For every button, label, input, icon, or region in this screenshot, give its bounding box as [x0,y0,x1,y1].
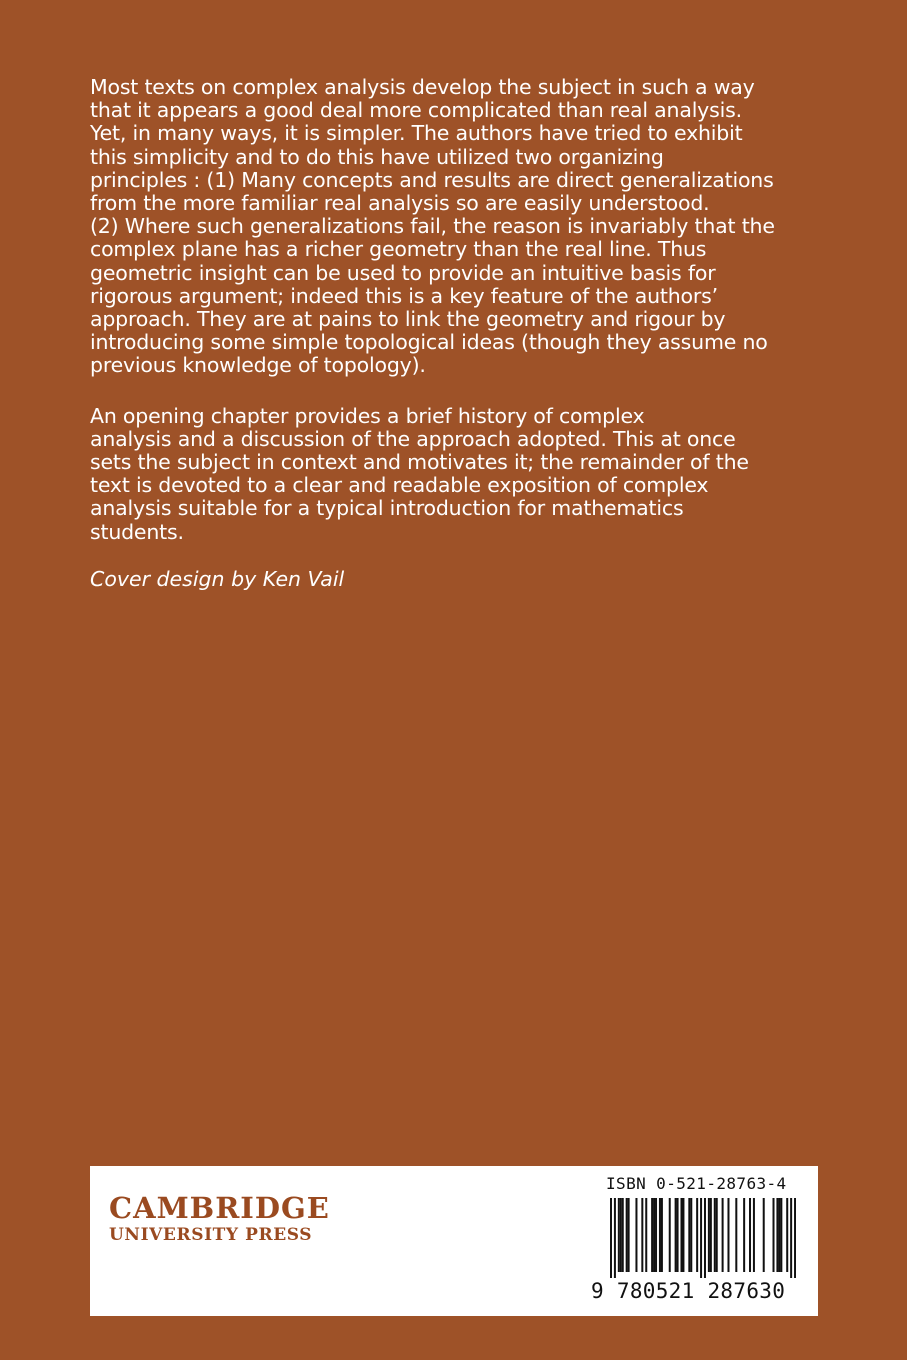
barcode-bar [716,1198,718,1272]
barcode-bar [710,1198,712,1272]
barcode-bar [614,1198,616,1278]
barcode-digits: 9 780521 287630 [591,1279,786,1303]
publisher-name: CAMBRIDGE [109,1191,330,1225]
barcode-bar [661,1198,663,1272]
barcode-bar [773,1198,775,1272]
barcode-bar [682,1198,684,1272]
barcode-bar [786,1198,788,1272]
barcode-bar [688,1198,690,1272]
barcode-bar [622,1198,624,1272]
blurb-paragraph-2: An opening chapter provides a brief history of complex analysis and a discussion of the approach adopted. This at once sets the subject in context and motivates it; the remainder of the text is devoted to a clear and readable exposition of complex analysis suitable for a typical introduction for mathematics students. [90,403,749,544]
barcode-bar [651,1198,653,1272]
barcode-bar [635,1198,637,1272]
barcode-bar [690,1198,692,1272]
barcode-bar [749,1198,751,1272]
barcode-bar [653,1198,655,1272]
blurb-paragraph-1: Most texts on complex analysis develop the subject in such a way that it appears a good deal more complicated than real analysis. Yet, in many ways, it is simpler. The authors have tried to exhibit this simplicity and to do this have utilized two organizing principles : (1) Many concepts and results are direct generalizations from the more familiar real analysis so are easily understood. (2) Where such generalizations fail, the reason is invariably that the complex plane has a richer geometry than the real line. Thus geometric insight can be used to provide an intuitive basis for rigorous argument; indeed this is a key feature of the authors’ approach. They are at pains to link the geometry and rigour by introducing some simple topological ideas (though they assume no previous knowledge of topology). [90,75,775,378]
publisher-barcode-panel [90,1166,818,1316]
back-cover-blurb [90,76,830,544]
barcode-bar [620,1198,622,1272]
cover-design-credit: Cover design by Ken Vail [90,567,345,591]
barcode-bar [790,1198,792,1278]
barcode-bar [735,1198,737,1272]
barcode-bar [680,1198,682,1272]
barcode-bar [708,1198,710,1272]
barcode-bar [675,1198,677,1272]
barcode [610,1198,796,1278]
barcode-bar [763,1198,765,1272]
isbn-text: ISBN 0-521-28763-4 [606,1174,787,1193]
barcode-bar [659,1198,661,1272]
barcode-bar [610,1198,612,1278]
barcode-bar [700,1198,702,1278]
barcode-bar [618,1198,620,1272]
barcode-bar [655,1198,657,1272]
publisher-logo [109,1193,330,1246]
barcode-bar [677,1198,679,1272]
publisher-subtitle: UNIVERSITY PRESS [109,1225,313,1245]
barcode-bar [722,1198,724,1272]
barcode-bar [669,1198,671,1272]
barcode-bar [714,1198,716,1272]
barcode-bar [778,1198,780,1272]
barcode-bar [704,1198,706,1278]
barcode-bar [696,1198,698,1272]
barcode-bar [727,1198,729,1272]
barcode-bar [645,1198,647,1272]
barcode-bar [626,1198,628,1272]
barcode-bar [743,1198,745,1272]
barcode-bar [753,1198,755,1272]
barcode-bar [794,1198,796,1278]
barcode-bar [628,1198,630,1272]
barcode-bar [776,1198,778,1272]
barcode-bar [780,1198,782,1272]
barcode-bar [641,1198,643,1272]
